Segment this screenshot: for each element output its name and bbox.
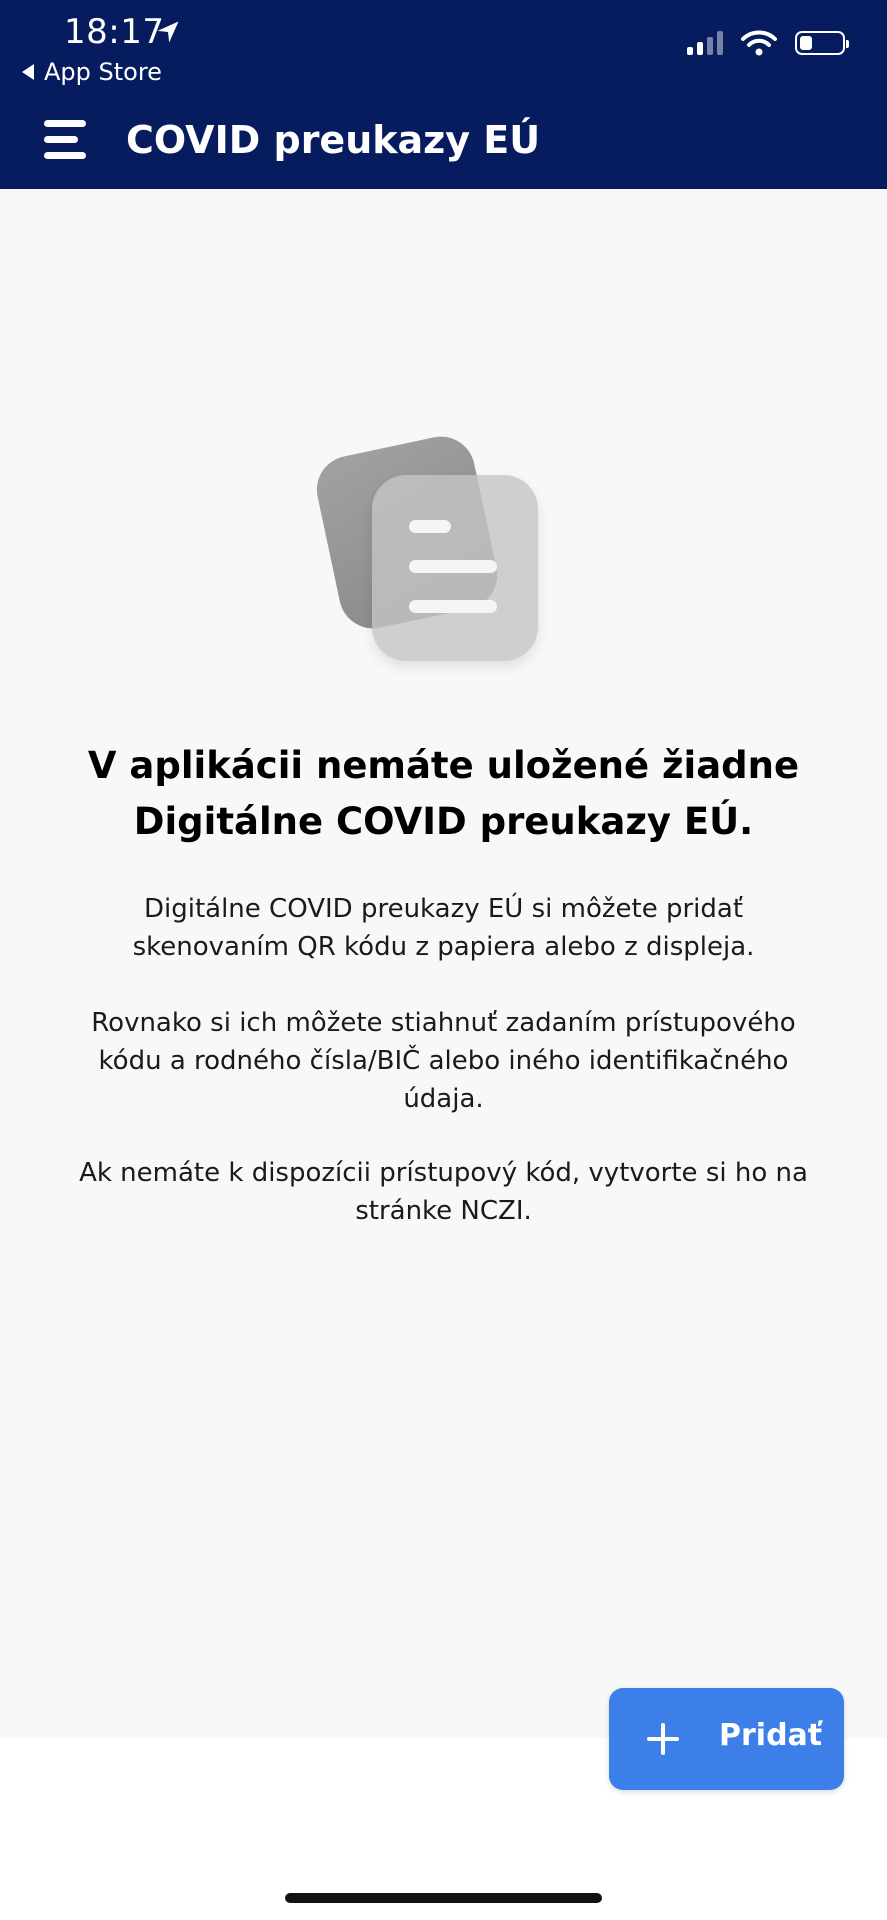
battery-icon <box>795 31 845 55</box>
status-time: 18:17 <box>64 12 165 52</box>
plus-icon <box>647 1723 679 1755</box>
documents-icon <box>310 420 550 670</box>
back-to-app-store[interactable] <box>22 58 162 86</box>
page-title: COVID preukazy EÚ <box>126 118 541 162</box>
location-arrow-icon <box>154 18 182 46</box>
add-button[interactable] <box>609 1688 844 1790</box>
top-bar <box>0 0 887 189</box>
empty-state-paragraph: Digitálne COVID preukazy EÚ si môžete pridať skenovaním QR kódu z papiera alebo z displeja. <box>132 894 755 962</box>
cellular-signal-icon <box>687 31 723 55</box>
wifi-icon <box>741 30 777 56</box>
status-icons <box>687 30 845 56</box>
empty-state-headline: V aplikácii nemáte uložené žiadne Digitálne COVID preukazy EÚ. <box>87 744 800 843</box>
empty-state-paragraph: Ak nemáte k dispozícii prístupový kód, vytvorte si ho na stránke NCZI. <box>79 1158 808 1226</box>
add-button-label: Pridať <box>719 1718 823 1753</box>
back-arrow-icon <box>22 64 34 80</box>
home-indicator[interactable] <box>285 1893 602 1903</box>
back-label: App Store <box>44 58 162 86</box>
empty-state-paragraph: Rovnako si ich môžete stiahnuť zadaním prístupového kódu a rodného čísla/BIČ alebo iného identifikačného údaja. <box>91 1008 796 1114</box>
menu-icon[interactable] <box>44 118 92 162</box>
